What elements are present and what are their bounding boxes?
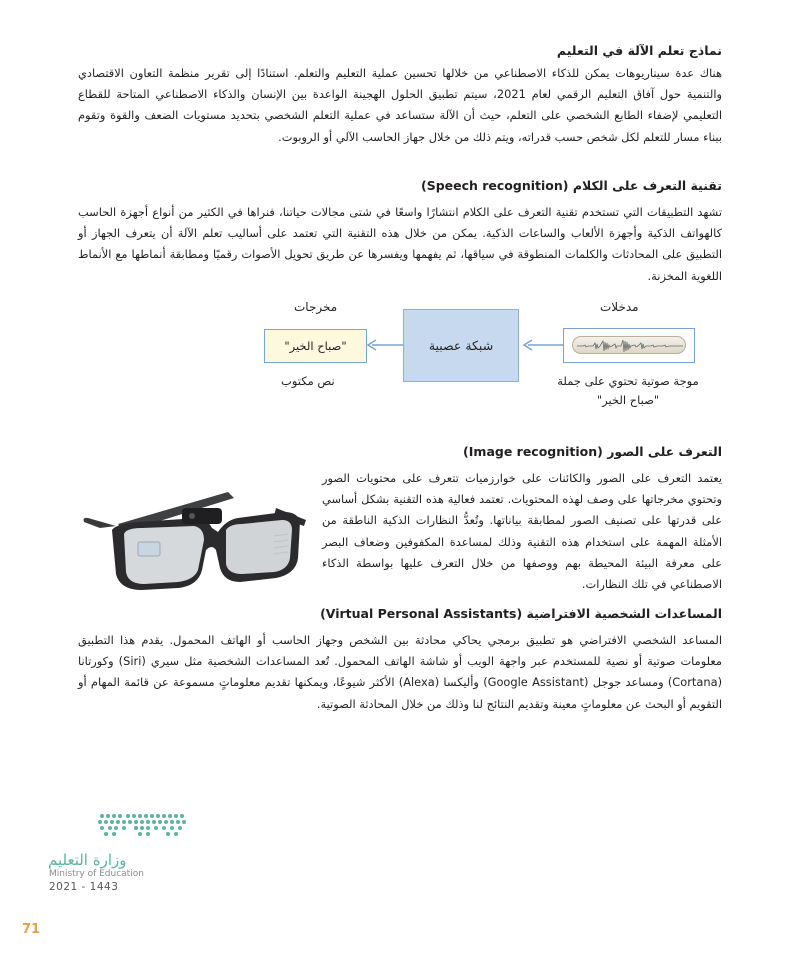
section-body-speech-recognition: تشهد التطبيقات التي تستخدم تقنية التعرف على الكلام انتشارًا واسعًا في شتى مجالات حياتنا، فنراها في الكثير من أنواع أجهزة الحاسب كالهواتف الذكية وأجهزة الألعاب والساعات الذكية. يمكن من خلال هذه التقنية التي تعتمد على أساليب تعلم الآلة أن يتعرف الجهاز أو التطبيق على المحادثات والكلمات المنطوقة في سياقها، ثم يفهمها ويفسرها عن طريق تحويل الأصوات رقميًا ومطابقة أنماطها مع الأنماط اللغوية المخزنة.	[78, 205, 722, 283]
ministry-name-arabic: وزارة التعليم	[48, 851, 127, 869]
section-body-virtual-assistants: المساعد الشخصي الافتراضي هو تطبيق برمجي يحاكي محادثة بين الشخص وجهاز الحاسب أو الهاتف المحمول. يقدم هذا التطبيق معلومات صوتية أو نصية للمستخدم عبر واجهة الويب أو شاشة الهاتف المحمول. تُعد المساعدات الشخصية مثل سيري (Siri) وكورتانا (Cortana) ومساعد جوجل (Google Assistant) وأليكسا (Alexa) الأكثر شيوعًا، ويمكنها تقديم معلوماتٍ مسموعة عن قائمة المهام أو التقويم أو البحث عن معلوماتٍ معينة وتقديم النتائج لنا وذلك من خلال المحادثة الصوتية.	[78, 633, 723, 711]
section-body-ml-education: هناك عدة سيناريوهات يمكن للذكاء الاصطناعي من خلالها تحسين عملية التعليم والتعلم. استنادًا إلى تقرير منظمة التعاون الاقتصادي والتنمية حول آفاق التعليم الرقمي لعام 2021، سيتم تطبيق الحلول الهجينة الواعدة بين الإنسان والذكاء الاصطناعي المتاحة للقطاع التعليمي لإضفاء الطابع الشخصي على التعلم، حيث أن الآلة ستساعد في عملية التعلم الشخصي بتحديد مستويات الضعف والقوة وتقوم ببناء مسار للتعلم لكل شخص حسب قدراته، ويتم ذلك من خلال جهاز الحاسب الآلي أو الروبوت.	[78, 66, 722, 144]
neural-network-label: شبكة عصبية	[428, 338, 494, 353]
output-text: "صباح الخير"	[284, 339, 347, 353]
input-box	[563, 328, 695, 363]
edition-year: 2021 - 1443	[49, 881, 119, 893]
section-title-image-recognition: التعرف على الصور (Image recognition)	[463, 444, 722, 459]
section-title-ml-education: نماذج تعلم الآلة في التعليم	[556, 43, 722, 58]
smart-glasses-image	[78, 478, 310, 598]
section-title-speech-recognition: تقنية التعرف على الكلام (Speech recognition)	[420, 178, 722, 193]
section-title-virtual-assistants: المساعدات الشخصية الافتراضية (Virtual Personal Assistants)	[320, 606, 722, 621]
output-caption: نص مكتوب	[281, 374, 335, 388]
output-box	[264, 329, 367, 363]
input-caption: موجة صوتية تحتوي على جملة "صباح الخير"	[557, 374, 699, 407]
inputs-label: مدخلات	[600, 300, 639, 314]
neural-network-box	[403, 309, 519, 382]
ministry-name-english: Ministry of Education	[49, 869, 144, 879]
section-body-image-recognition: يعتمد التعرف على الصور والكائنات على خوارزميات تتعرف على محتويات الصور وتحتوي مخرجاتها على وصف لهذه المحتويات. تعتمد فعالية هذه التقنية بشكل أساسي على قدرتها على تصنيف الصور لمطابقة بياناتها. وتُعدُّ النظارات الذكية الناطقة من الأمثلة المهمة على استخدام هذه التقنية وذلك لمساعدة المكفوفين وضعاف البصر على معرفة البيئة المحيطة بهم ووصفها من خلال التعرف عليها بواسطة الذكاء الاصطناعي في تلك النظارات.	[322, 471, 722, 592]
page-number: 71	[22, 922, 41, 937]
outputs-label: مخرجات	[294, 300, 338, 314]
sound-wave-icon	[572, 336, 686, 354]
